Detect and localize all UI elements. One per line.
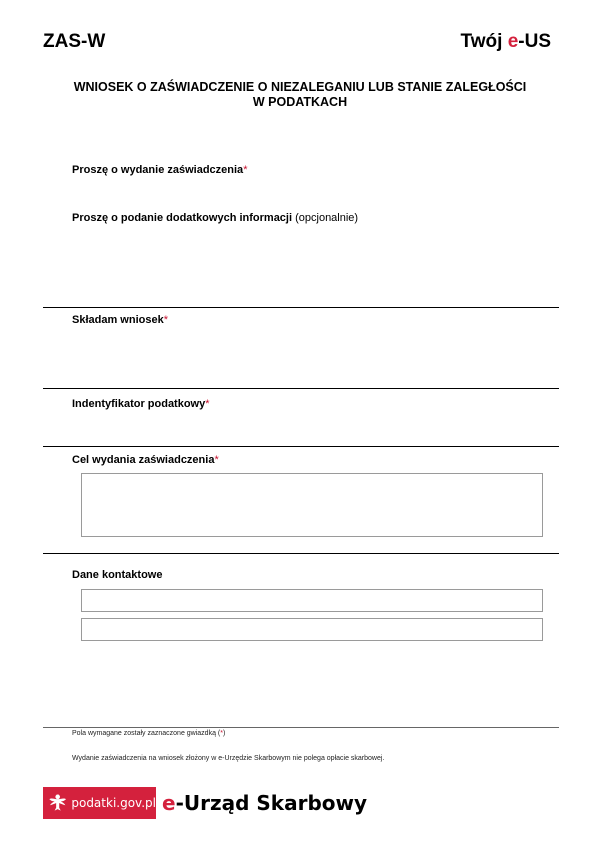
optional-note: (opcjonalnie)	[295, 212, 359, 224]
title-line-2: W PODATKACH	[252, 95, 348, 109]
e-urzad-skarbowy-logo: e-Urząd Skarbowy	[162, 791, 368, 815]
contact-field-1[interactable]	[81, 589, 543, 612]
footer-divider	[43, 727, 559, 728]
additional-info-label: Proszę o podanie dodatkowych informacji (opcjonalnie)	[72, 212, 359, 224]
submit-label: Składam wniosek*	[72, 314, 168, 326]
required-fields-note: Pola wymagane zostały zaznaczone gwiazdką (*)	[72, 730, 226, 737]
required-mark: *	[243, 164, 248, 176]
section-divider	[43, 553, 559, 554]
section-divider	[43, 446, 559, 447]
podatki-logo-text: podatki.gov.pl	[71, 796, 156, 810]
podatki-logo	[43, 787, 156, 819]
contact-field-2[interactable]	[81, 618, 543, 641]
title-line-1: WNIOSEK O ZAŚWIADCZENIE O NIEZALEGANIU LUB STANIE ZALEGŁOŚCI	[73, 80, 527, 94]
section-divider	[43, 307, 559, 308]
fee-note: Wydanie zaświadczenia na wniosek złożony w e-Urzędzie Skarbowym nie polega opłacie skarbowej.	[72, 755, 385, 762]
page-title	[0, 80, 600, 110]
tax-id-label: Indentyfikator podatkowy*	[72, 398, 210, 410]
brand-logo-text: Twój e-US	[460, 31, 551, 52]
purpose-textarea[interactable]	[81, 473, 543, 537]
required-mark: *	[214, 454, 219, 466]
contact-label: Dane kontaktowe	[72, 569, 163, 581]
issue-request-label: Proszę o wydanie zaświadczenia*	[72, 164, 248, 176]
form-code: ZAS-W	[43, 31, 106, 52]
purpose-label: Cel wydania zaświadczenia*	[72, 454, 219, 466]
required-mark: *	[205, 398, 210, 410]
required-mark: *	[163, 314, 168, 326]
eagle-emblem-icon	[47, 789, 68, 817]
section-divider	[43, 388, 559, 389]
